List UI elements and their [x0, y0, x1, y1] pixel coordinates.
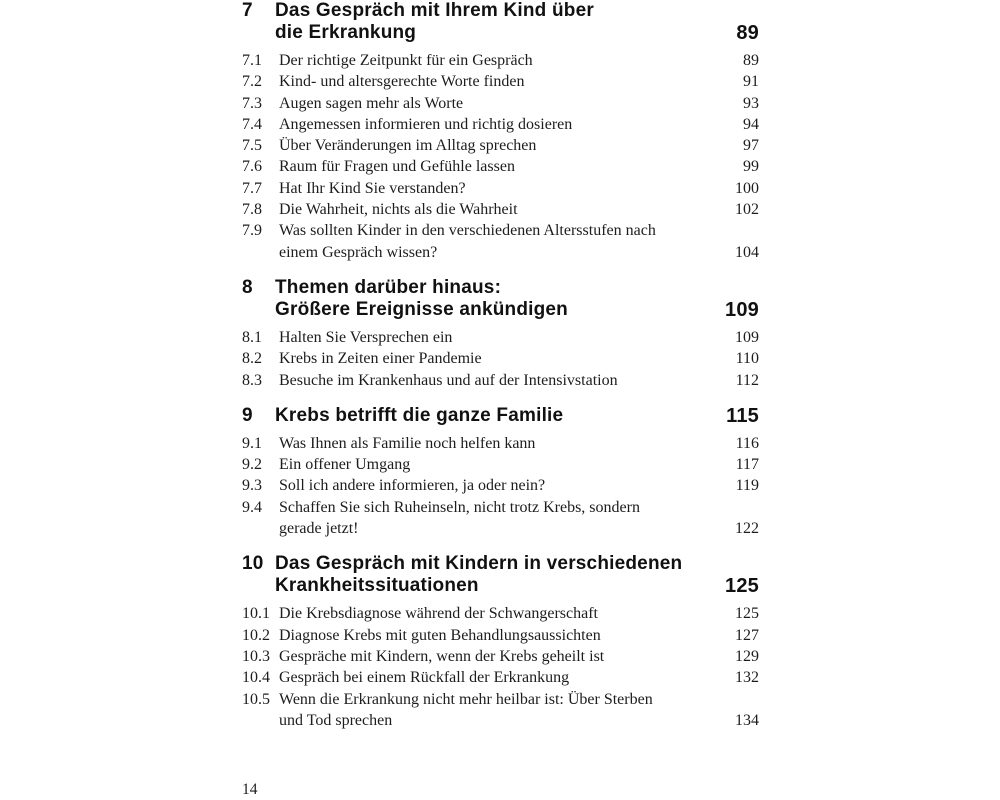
- entry-number: 10.2: [242, 626, 270, 644]
- chapter-title-line: Krebs betrifft die ganze Familie: [275, 404, 564, 426]
- toc-entry-row: [242, 433, 759, 454]
- entry-title: [279, 220, 735, 263]
- entry-title: [279, 689, 735, 732]
- entry-title: [279, 497, 735, 540]
- entry-title: [279, 433, 736, 454]
- entry-title: [279, 475, 736, 496]
- entry-page-number: 129: [735, 647, 759, 665]
- chapter-title: [275, 405, 726, 427]
- entry-title: [279, 93, 743, 114]
- entry-title: [279, 454, 736, 475]
- chapter-entries: [242, 433, 759, 539]
- entry-title-line: Die Wahrheit, nichts als die Wahrheit: [279, 201, 518, 219]
- table-of-contents: [242, 0, 759, 731]
- toc-entry-row: [242, 646, 759, 667]
- entry-number: 10.3: [242, 647, 270, 665]
- toc-entry-row: [242, 178, 759, 199]
- entry-page-number: 100: [735, 179, 759, 197]
- chapter-page-number: 125: [725, 575, 759, 598]
- entry-page-number: 127: [735, 626, 759, 644]
- entry-title: [279, 178, 735, 199]
- entry-number: 9.1: [242, 434, 262, 452]
- entry-page-number: 119: [735, 477, 759, 495]
- entry-title: [279, 646, 735, 667]
- entry-page-number: 97: [743, 137, 759, 155]
- entry-page-number: 93: [743, 94, 759, 112]
- entry-title: [279, 114, 743, 135]
- toc-entry-row: [242, 71, 759, 92]
- entry-number: 7.4: [242, 115, 262, 133]
- entry-page-number: 112: [735, 371, 759, 389]
- entry-page-number: 91: [743, 73, 759, 91]
- toc-entry-row: [242, 603, 759, 624]
- entry-title-line: Diagnose Krebs mit guten Behandlungsaussichten: [279, 626, 601, 644]
- entry-title: [279, 156, 743, 177]
- chapter-title: [275, 0, 736, 44]
- entry-page-number: 104: [735, 243, 759, 261]
- chapter-page-number: 115: [726, 404, 759, 427]
- toc-entry-row: [242, 475, 759, 496]
- entry-number: 8.1: [242, 328, 262, 346]
- entry-number: 9.4: [242, 498, 262, 516]
- entry-title-line: Gespräche mit Kindern, wenn der Krebs geheilt ist: [279, 647, 605, 665]
- entry-page-number: 116: [735, 434, 759, 452]
- toc-entry-row: [242, 625, 759, 646]
- entry-title: [279, 348, 736, 369]
- entry-page-number: 122: [735, 520, 759, 538]
- entry-number: 7.6: [242, 158, 262, 176]
- entry-page-number: 132: [735, 669, 759, 687]
- toc-chapter: [242, 277, 759, 391]
- entry-title: [279, 71, 743, 92]
- entry-number: 7.7: [242, 179, 262, 197]
- chapter-page-number: 89: [736, 22, 759, 44]
- chapter-title-line: Größere Ereignisse ankündigen: [275, 298, 568, 320]
- chapter-heading: [242, 277, 759, 321]
- entry-title-line: Raum für Fragen und Gefühle lassen: [279, 158, 515, 176]
- entry-title-line: und Tod sprechen: [279, 711, 393, 729]
- chapter-number: 10: [242, 553, 264, 575]
- entry-title-line: Wenn die Erkrankung nicht mehr heilbar ist: Über Sterben: [279, 690, 653, 708]
- chapter-number: 7: [242, 0, 253, 21]
- chapter-number: 8: [242, 276, 253, 298]
- entry-page-number: 134: [735, 711, 759, 729]
- toc-entry-row: [242, 348, 759, 369]
- entry-page-number: 109: [735, 328, 759, 346]
- toc-entry-row: [242, 370, 759, 391]
- entry-title: [279, 199, 735, 220]
- chapter-title-line: Krankheitssituationen: [275, 575, 479, 597]
- chapter-title-line: Das Gespräch mit Ihrem Kind über: [275, 0, 594, 21]
- entry-title-line: Augen sagen mehr als Worte: [279, 94, 464, 112]
- chapter-page-number: 109: [725, 298, 759, 321]
- entry-page-number: 110: [735, 350, 759, 368]
- entry-title-line: Schaffen Sie sich Ruheinseln, nicht trotz Krebs, sondern: [279, 498, 640, 516]
- chapter-heading: [242, 0, 759, 44]
- entry-title: [279, 603, 735, 624]
- toc-entry-row: [242, 327, 759, 348]
- toc-entry-row: [242, 199, 759, 220]
- entry-title: [279, 667, 735, 688]
- chapter-heading: [242, 405, 759, 427]
- entry-page-number: 117: [735, 456, 759, 474]
- page-folio-number: 14: [242, 781, 258, 798]
- chapter-entries: [242, 603, 759, 731]
- entry-number: 7.8: [242, 201, 262, 219]
- entry-number: 7.5: [242, 137, 262, 155]
- toc-chapter: [242, 553, 759, 731]
- entry-page-number: 99: [743, 158, 759, 176]
- toc-entry-row: [242, 156, 759, 177]
- entry-number: 7.1: [242, 52, 262, 69]
- entry-title-line: Angemessen informieren und richtig dosieren: [279, 115, 573, 133]
- chapter-title-line: Das Gespräch mit Kindern in verschiedenen: [275, 553, 683, 575]
- entry-page-number: 89: [743, 52, 759, 69]
- toc-entry-row: [242, 114, 759, 135]
- chapter-entries: [242, 327, 759, 391]
- entry-title: [279, 327, 735, 348]
- entry-title: [279, 135, 743, 156]
- chapter-title: [275, 277, 725, 321]
- chapter-title-line: die Erkrankung: [275, 22, 417, 43]
- toc-entry-row: [242, 93, 759, 114]
- entry-title-line: Halten Sie Versprechen ein: [279, 328, 453, 346]
- chapter-number: 9: [242, 404, 253, 426]
- entry-title-line: Über Veränderungen im Alltag sprechen: [279, 137, 537, 155]
- entry-title-line: einem Gespräch wissen?: [279, 243, 438, 261]
- toc-entry-row: [242, 50, 759, 71]
- entry-title-line: Krebs in Zeiten einer Pandemie: [279, 350, 482, 368]
- chapter-heading: [242, 553, 759, 597]
- entry-number: 9.2: [242, 456, 262, 474]
- toc-chapter: [242, 405, 759, 539]
- entry-title-line: gerade jetzt!: [279, 520, 359, 538]
- entry-title-line: Kind- und altersgerechte Worte finden: [279, 73, 525, 91]
- toc-entry-row: [242, 135, 759, 156]
- entry-page-number: 102: [735, 201, 759, 219]
- entry-number: 7.9: [242, 222, 262, 240]
- entry-page-number: 125: [735, 605, 759, 623]
- entry-number: 8.3: [242, 371, 262, 389]
- toc-entry-row: [242, 689, 759, 732]
- entry-title: [279, 370, 736, 391]
- entry-number: 7.2: [242, 73, 262, 91]
- chapter-entries: [242, 50, 759, 263]
- entry-title: [279, 50, 743, 71]
- entry-number: 7.3: [242, 94, 262, 112]
- toc-chapter: [242, 0, 759, 263]
- entry-title-line: Hat Ihr Kind Sie verstanden?: [279, 179, 466, 197]
- entry-number: 10.1: [242, 605, 270, 623]
- toc-entry-row: [242, 454, 759, 475]
- toc-entry-row: [242, 497, 759, 540]
- entry-page-number: 94: [743, 115, 759, 133]
- entry-number: 10.5: [242, 690, 270, 708]
- entry-title-line: Was Ihnen als Familie noch helfen kann: [279, 434, 536, 452]
- entry-title-line: Was sollten Kinder in den verschiedenen Altersstufen nach: [279, 222, 656, 240]
- entry-number: 9.3: [242, 477, 262, 495]
- toc-entry-row: [242, 220, 759, 263]
- entry-title-line: Gespräch bei einem Rückfall der Erkrankung: [279, 669, 570, 687]
- entry-title-line: Der richtige Zeitpunkt für ein Gespräch: [279, 52, 533, 69]
- toc-entry-row: [242, 667, 759, 688]
- entry-title-line: Die Krebsdiagnose während der Schwangerschaft: [279, 605, 598, 623]
- entry-number: 10.4: [242, 669, 270, 687]
- entry-title-line: Besuche im Krankenhaus und auf der Intensivstation: [279, 371, 618, 389]
- chapter-title-line: Themen darüber hinaus:: [275, 276, 502, 298]
- entry-title-line: Soll ich andere informieren, ja oder nein?: [279, 477, 546, 495]
- entry-number: 8.2: [242, 350, 262, 368]
- entry-title: [279, 625, 735, 646]
- entry-title-line: Ein offener Umgang: [279, 456, 411, 474]
- chapter-title: [275, 553, 725, 597]
